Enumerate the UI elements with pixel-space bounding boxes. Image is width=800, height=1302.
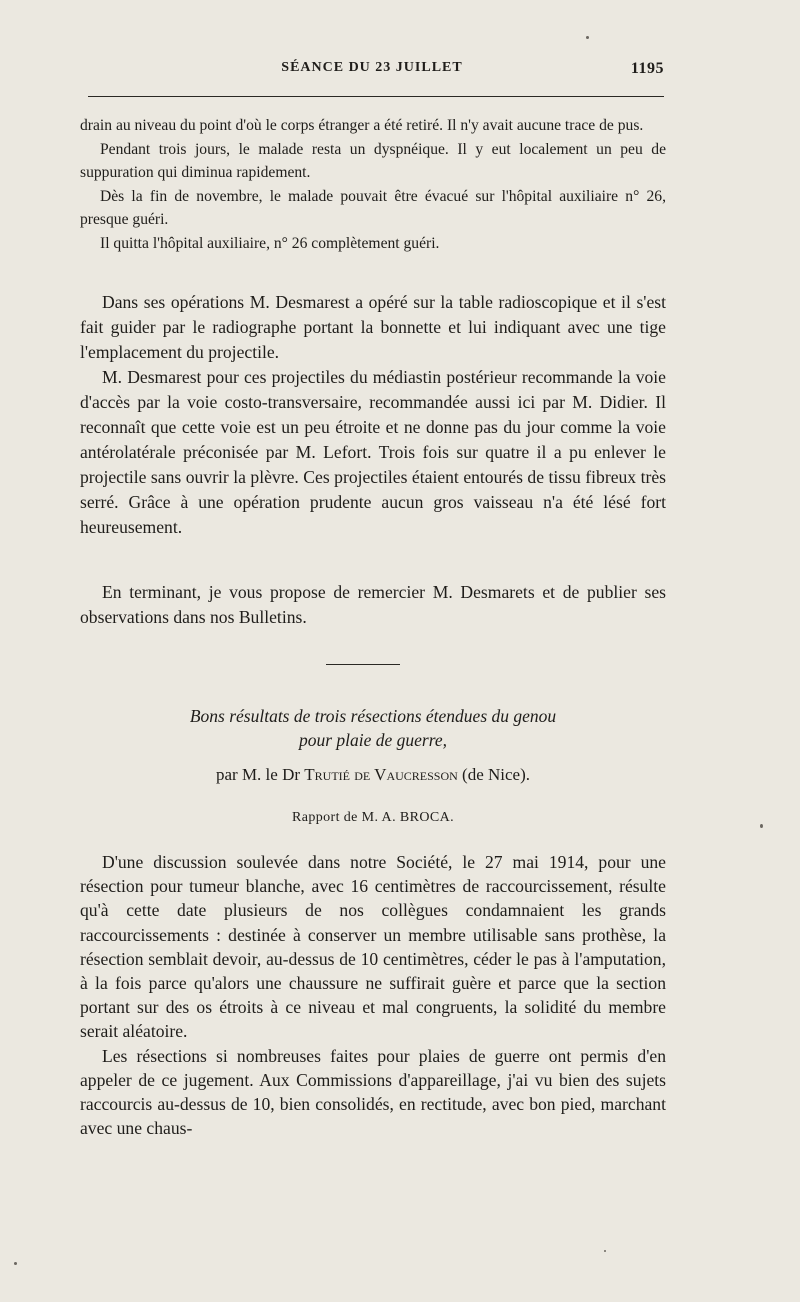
running-title: SÉANCE DU 23 JUILLET xyxy=(281,60,463,75)
paragraph-block-report xyxy=(80,850,666,1140)
article-author xyxy=(80,765,666,785)
print-speck xyxy=(760,824,763,828)
paragraph: drain au niveau du point d'où le corps étranger a été retiré. Il n'y avait aucune trace de pus. xyxy=(80,117,644,134)
article-title-line: Bons résultats de trois résections étendues du genou xyxy=(189,706,557,726)
print-speck xyxy=(14,1262,17,1265)
paragraph: Il quitta l'hôpital auxiliaire, n° 26 complètement guéri. xyxy=(100,234,440,252)
paragraph: M. Desmarest pour ces projectiles du médiastin postérieur recommande la voie d'accès par la voie costo-transversaire, recommandée aussi ici par M. Didier. Il reconnaît que cette voie est un peu étroite et ne donne pas du jour comme la voie antérolatérale préconisée par M. Lefort. Trois fois sur quatre il a pu enlever le projectile sans ouvrir la plèvre. Ces projectiles étaient entourés de tissu fibreux très serré. Grâce à une opération prudente aucun gros vaisseau n'a été lésé fort heureusement. xyxy=(80,367,666,537)
paragraph: Dès la fin de novembre, le malade pouvait être évacué sur l'hôpital auxiliaire n° 26, presque guéri. xyxy=(80,187,666,228)
paragraph: En terminant, je vous propose de remercier M. Desmarets et de publier ses observations dans nos Bulletins. xyxy=(80,582,666,627)
page-number: 1195 xyxy=(630,60,664,77)
author-prefix: par M. le Dr xyxy=(215,765,305,784)
article-title xyxy=(80,705,666,752)
author-name: Trutié de Vaucresson xyxy=(304,765,458,784)
print-speck xyxy=(586,36,589,39)
paragraph-block-conclusion xyxy=(80,580,666,630)
page-header xyxy=(80,60,664,84)
paragraph-block-observation-end xyxy=(80,114,666,255)
paragraph: Les résections si nombreuses faites pour plaies de guerre ont permis d'en appeler de ce jugement. Aux Commissions d'appareillage, j'ai vu bien des sujets raccourcis au-dessus de 10, bien consolidés, en rectitude, avec bon pied, marchant avec une chaus- xyxy=(80,1045,666,1139)
paragraph: Pendant trois jours, le malade resta un dyspnéique. Il y eut localement un peu de suppuration qui diminua rapidement. xyxy=(80,140,666,181)
section-separator xyxy=(326,664,400,665)
paragraph-block-operations xyxy=(80,290,666,540)
print-speck xyxy=(604,1250,606,1252)
paragraph: D'une discussion soulevée dans notre Société, le 27 mai 1914, pour une résection pour tumeur blanche, avec 16 centimètres de raccourcissement, résulte qu'à cette date plusieurs de nos collègues condamnaient les grands raccourcissements : destinée à conserver un membre utilisable sans prothèse, la résection semblait devoir, au-dessus de 10 centimètres, céder le pas à l'amputation, à la fois parce qu'alors une chaussure ne suffirait guère et parce que la section portant sur des os étroits à ce niveau et mal congruents, la solidité du membre serait aléatoire. xyxy=(80,852,666,1042)
author-suffix: (de Nice). xyxy=(457,765,531,784)
header-rule xyxy=(88,96,664,97)
report-line: Rapport de M. A. BROCA. xyxy=(291,810,455,825)
article-title-line: pour plaie de guerre, xyxy=(298,729,448,750)
paragraph: Dans ses opérations M. Desmarest a opéré sur la table radioscopique et il s'est fait guider par le radiographe portant la bonnette et lui indiquant avec une tige l'emplacement du projectile. xyxy=(80,292,666,362)
